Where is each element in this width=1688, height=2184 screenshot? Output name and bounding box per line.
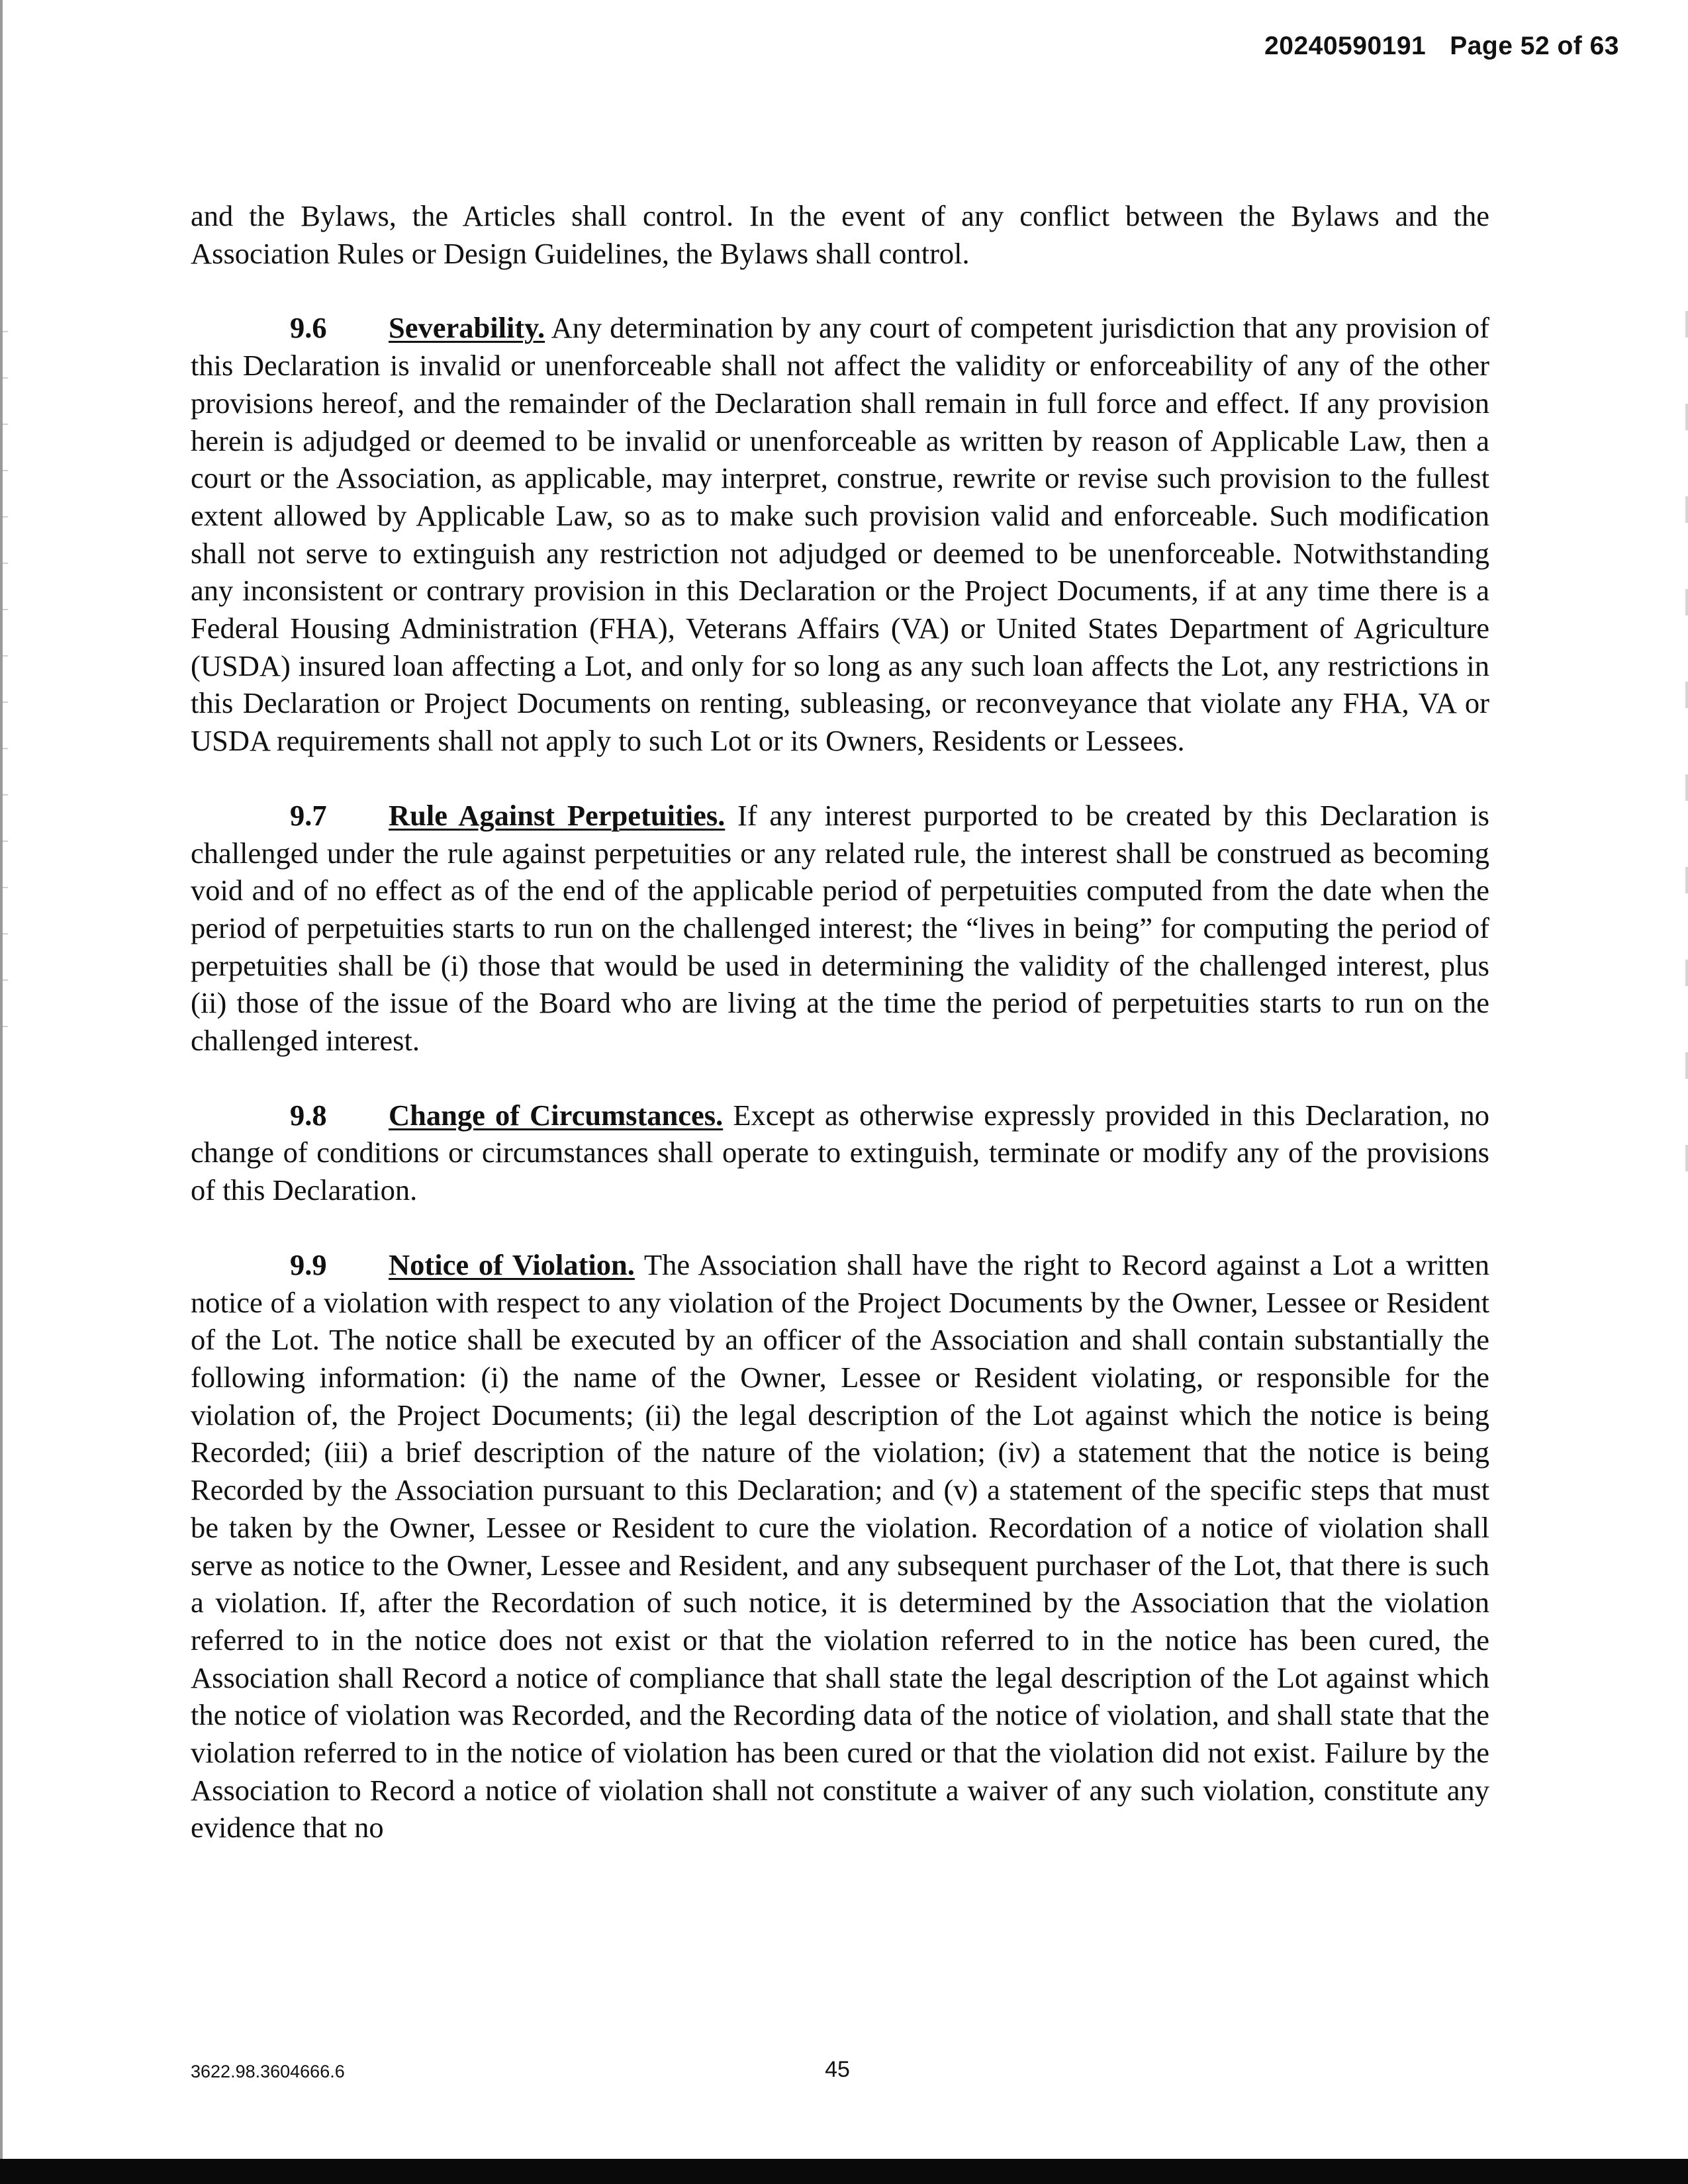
section-text: If any interest purported to be created by this Declaration is challenged under the rule against perpetuities or any related rule, the interest shall be construed as becoming void and of no effect as of the end of the applicable period of perpetuities computed from the date when the period of perpetuities starts to run on the challenged interest; the “lives in being” for computing the period of perpetuities shall be (i) those that would be used in determining the validity of the challenged interest, plus (ii) those of the issue of the Board who are living at the time the period of perpetuities starts to run on the challenged interest. — [191, 798, 1489, 1058]
section-number: 9.6 — [290, 311, 327, 345]
footer-document-id: 3622.98.3604666.6 — [191, 2062, 345, 2081]
scan-edge-left — [0, 0, 3, 2184]
section-number: 9.7 — [290, 798, 327, 832]
document-body — [191, 197, 1489, 1846]
section-9-9 — [191, 1246, 1489, 1846]
section-title: Severability. — [389, 311, 545, 345]
section-title: Notice of Violation. — [389, 1248, 635, 1281]
section-number: 9.8 — [290, 1098, 327, 1132]
section-9-8 — [191, 1097, 1489, 1209]
section-text: Except as otherwise expressly provided in this Declaration, no change of conditions or circumstances shall operate to extinguish, terminate or modify any of the provisions of this Declaration. — [191, 1098, 1489, 1207]
recording-header — [1264, 32, 1619, 61]
section-9-7 — [191, 797, 1489, 1060]
scan-artifact-right — [1685, 311, 1688, 1171]
scan-artifact-left — [3, 331, 8, 1059]
intro-paragraph: and the Bylaws, the Articles shall control. In the event of any conflict between the Bylaws and the Association Rules or Design Guidelines, the Bylaws shall control. — [191, 199, 1489, 270]
section-9-6 — [191, 309, 1489, 759]
page-count: Page 52 of 63 — [1450, 32, 1619, 60]
scan-edge-bottom — [0, 2159, 1688, 2184]
recording-number: 20240590191 — [1264, 32, 1427, 60]
footer-page-number: 45 — [825, 2057, 850, 2082]
section-text: Any determination by any court of competent jurisdiction that any provision of this Declaration is invalid or unenforceable shall not affect the validity or enforceability of any of the other provisions hereof, and the remainder of the Declaration shall remain in full force and effect. If any provision herein is adjudged or deemed to be invalid or unenforceable as written by reason of Applicable Law, then a court or the Association, as applicable, may interpret, construe, rewrite or revise such provision to the fullest extent allowed by Applicable Law, so as to make such provision valid and enforceable. Such modification shall not serve to extinguish any restriction not adjudged or deemed to be unenforceable. Notwithstanding any inconsistent or contrary provision in this Declaration or the Project Documents, if at any time there is a Federal Housing Administration (FHA), Veterans Affairs (VA) or United States Department of Agriculture (USDA) insured loan affecting a Lot, and only for so long as any such loan affects the Lot, any restrictions in this Declaration or Project Documents on renting, subleasing, or reconveyance that violate any FHA, VA or USDA requirements shall not apply to such Lot or its Owners, Residents or Lessees. — [191, 311, 1489, 758]
section-number: 9.9 — [290, 1248, 327, 1281]
section-title: Rule Against Perpetuities. — [389, 798, 726, 832]
section-text: The Association shall have the right to Record against a Lot a written notice of a violation with respect to any violation of the Project Documents by the Owner, Lessee or Resident of the Lot. The notice shall be executed by an officer of the Association and shall contain substantially the following information: (i) the name of the Owner, Lessee or Resident violating, or responsible for the violation of, the Project Documents; (ii) the legal description of the Lot against which the notice is being Recorded; (iii) a brief description of the nature of the violation; (iv) a statement that the notice is being Recorded by the Association pursuant to this Declaration; and (v) a statement of the specific steps that must be taken by the Owner, Lessee or Resident to cure the violation. Recordation of a notice of violation shall serve as notice to the Owner, Lessee and Resident, and any subsequent purchaser of the Lot, that there is such a violation. If, after the Recordation of such notice, it is determined by the Association that the violation referred to in the notice does not exist or that the violation referred to in the notice has been cured, the Association shall Record a notice of compliance that shall state the legal description of the Lot against which the notice of violation was Recorded, and the Recording data of the notice of violation, and shall state that the violation referred to in the notice of violation has been cured or that the violation did not exist. Failure by the Association to Record a notice of violation shall not constitute a waiver of any such violation, constitute any evidence that no — [191, 1248, 1490, 1844]
section-title: Change of Circumstances. — [389, 1098, 724, 1132]
